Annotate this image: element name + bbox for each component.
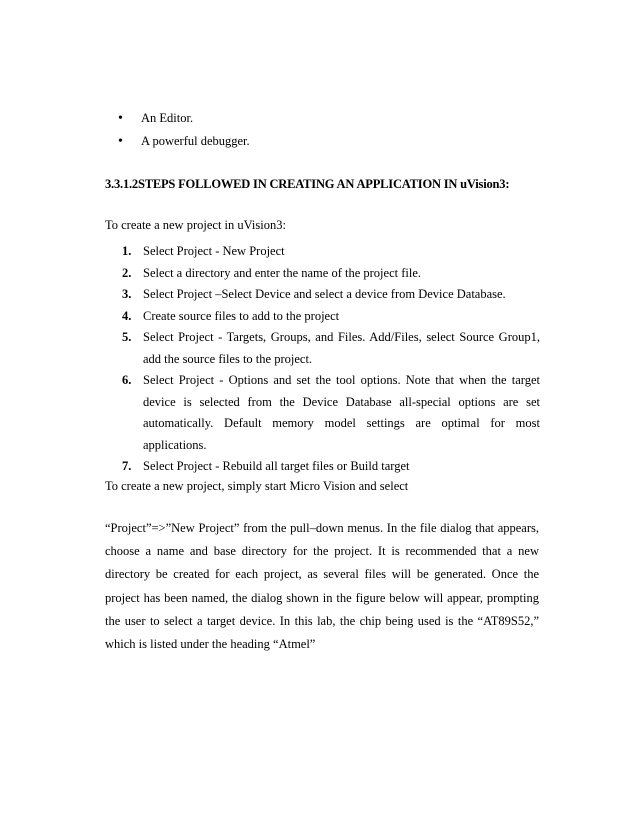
step-number: 2.: [122, 265, 132, 280]
step-number: 5.: [122, 330, 132, 344]
step-item: [122, 263, 540, 285]
intro-text: To create a new project in uVision3:: [105, 218, 286, 232]
feature-bullet-list: [118, 110, 250, 156]
bullet-icon: •: [118, 111, 123, 126]
step-text: Select Project - Options and set the tool options. Note that when the target device is selected from the Device Database all-special options are set automatically. Default memory model settings are optimal for most applications.: [143, 373, 540, 452]
step-number: 3.: [122, 287, 132, 301]
step-text: Select Project - New Project: [143, 244, 285, 258]
step-number: 7.: [122, 459, 132, 473]
step-text: Select Project - Rebuild all target files or Build target: [143, 459, 410, 473]
step-item: [122, 306, 540, 328]
steps-list: [122, 241, 540, 478]
bullet-item-editor: [118, 110, 250, 133]
step-item: [122, 241, 540, 263]
bullet-text: An Editor.: [141, 111, 194, 125]
step-text: Create source files to add to the project: [143, 308, 340, 323]
step-item: [122, 284, 540, 306]
section-heading: 3.3.1.2STEPS FOLLOWED IN CREATING AN APPLICATION IN uVision3:: [105, 177, 510, 191]
bullet-item-debugger: [118, 133, 250, 156]
bullet-icon: •: [118, 134, 123, 149]
step-item: [122, 370, 540, 456]
step-number: 4.: [122, 308, 132, 323]
step-text: Select Project –Select Device and select a device from Device Database.: [143, 287, 506, 301]
body-paragraph: “Project”=>”New Project” from the pull–down menus. In the file dialog that appears, choose a name and base directory for the project. It is recommended that a new directory be created for each project, as several files will be generated. Once the project has been named, the dialog shown in the figure below will appear, prompting the user to select a target device. In this lab, the chip being used is the “AT89S52,” which is listed under the heading “Atmel”: [105, 521, 539, 652]
step-text: Select a directory and enter the name of the project file.: [143, 265, 421, 280]
step-number: 1.: [122, 244, 132, 258]
start-instruction-text: To create a new project, simply start Micro Vision and select: [105, 479, 409, 493]
step-number: 6.: [122, 373, 132, 387]
step-text: Select Project - Targets, Groups, and Files. Add/Files, select Source Group1, add the source files to the project.: [143, 330, 540, 366]
bullet-text: A powerful debugger.: [141, 134, 250, 148]
step-item: [122, 327, 540, 370]
step-item: [122, 456, 540, 478]
